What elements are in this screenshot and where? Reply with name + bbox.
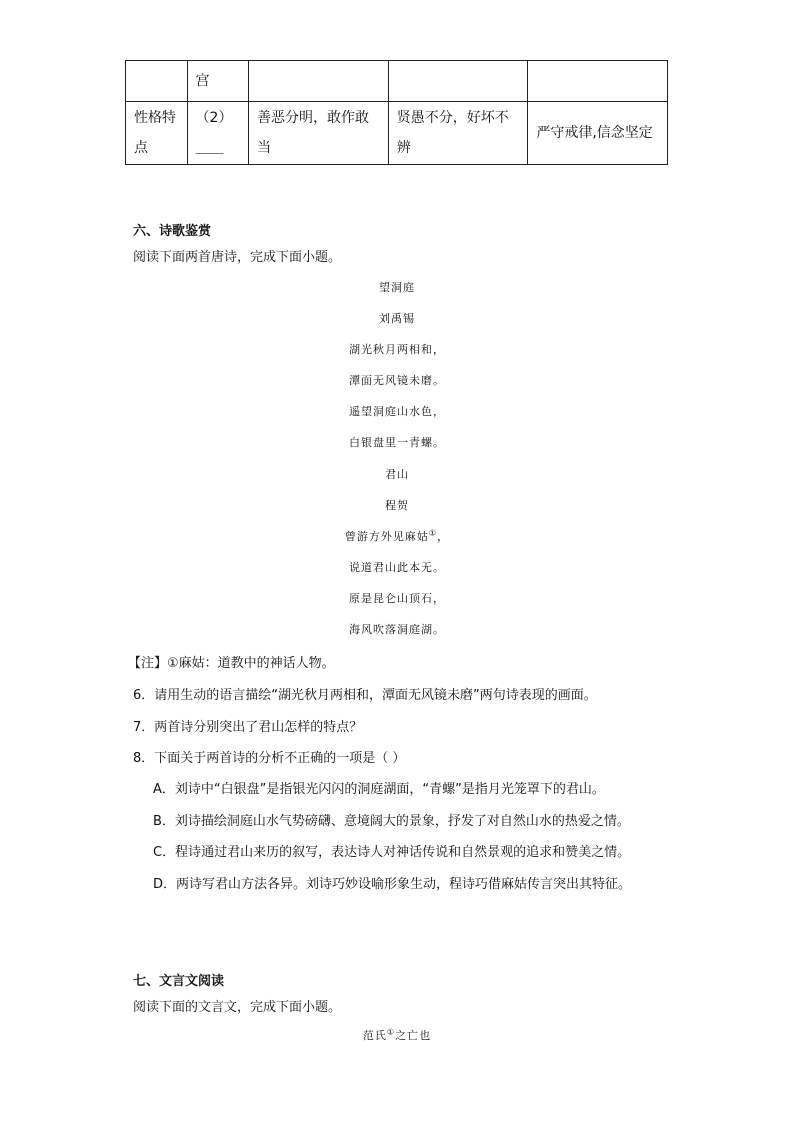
- passage-title-text: 范氏: [362, 1029, 387, 1042]
- section7-title: 七、文言文阅读: [133, 974, 225, 989]
- option-c: C．程诗通过君山来历的叙写，表达诗人对神话传说和自然景观的追求和赞美之情。: [153, 845, 631, 860]
- footnote-marker: ①: [386, 1027, 396, 1037]
- poem1-line: 遥望洞庭山水色，: [349, 405, 445, 418]
- section6-title: 六、诗歌鉴赏: [133, 224, 212, 239]
- poem2-title: 君山: [385, 468, 409, 481]
- poem1-line: 湖光秋月两相和，: [349, 343, 445, 356]
- table-cell: [249, 61, 389, 102]
- character-table: [125, 60, 668, 165]
- poem2-line: 海风吹落洞庭湖。: [349, 623, 445, 636]
- table-cell: [388, 61, 528, 102]
- poem1-line: 白银盘里一青螺。: [349, 436, 445, 449]
- table-cell: 贤愚不分，好坏不辨: [388, 102, 528, 165]
- poem2-line1-text: 曾游方外见麻姑: [344, 530, 429, 543]
- passage-title: [0, 1027, 794, 1043]
- option-d: D．两诗写君山方法各异。刘诗巧妙设喻形象生动，程诗巧借麻姑传言突出其特征。: [153, 877, 632, 892]
- note: 【注】①麻姑：道教中的神话人物。: [128, 656, 335, 671]
- question-8: 8．下面关于两首诗的分析不正确的一项是（ ）: [133, 751, 406, 766]
- footnote-marker: ①: [428, 528, 438, 538]
- poem2-line: 原是昆仑山顶石，: [349, 592, 445, 605]
- table-row: [126, 102, 668, 165]
- poem2-line1-punct: ，: [437, 530, 450, 543]
- section7-intro: 阅读下面的文言文，完成下面小题。: [133, 1000, 342, 1015]
- table-cell: [528, 61, 668, 102]
- section6-intro: 阅读下面两首唐诗，完成下面小题。: [133, 250, 342, 265]
- option-b: B．刘诗描绘洞庭山水气势磅礴、意境阔大的景象，抒发了对自然山水的热爱之情。: [153, 814, 630, 829]
- poem1-line: 潭面无风镜未磨。: [349, 374, 445, 387]
- question-7: 7．两首诗分别突出了君山怎样的特点？: [133, 720, 363, 735]
- table-cell-label: 性格特点: [126, 102, 188, 165]
- poem2-author: 程贺: [385, 499, 409, 512]
- table-cell: [126, 61, 188, 102]
- passage-title-rest: 之亡也: [395, 1029, 432, 1042]
- poem1-author: 刘禹锡: [379, 312, 415, 325]
- table-cell-blank: （2）＿＿: [187, 102, 249, 165]
- table-row: [126, 61, 668, 102]
- option-a: A．刘诗中“白银盘”是指银光闪闪的洞庭湖面，“青螺”是指月光笼罩下的君山。: [153, 782, 605, 797]
- question-6: 6．请用生动的语言描绘“湖光秋月两相和，潭面无风镜未磨”两句诗表现的画面。: [133, 688, 597, 703]
- poem2-line: [0, 528, 794, 544]
- table-cell: 严守戒律,信念坚定: [528, 102, 668, 165]
- poem2-line: 说道君山此本无。: [349, 561, 445, 574]
- table-cell: 宫: [187, 61, 249, 102]
- table-cell: 善恶分明，敢作敢当: [249, 102, 389, 165]
- poem1-title: 望洞庭: [379, 281, 415, 294]
